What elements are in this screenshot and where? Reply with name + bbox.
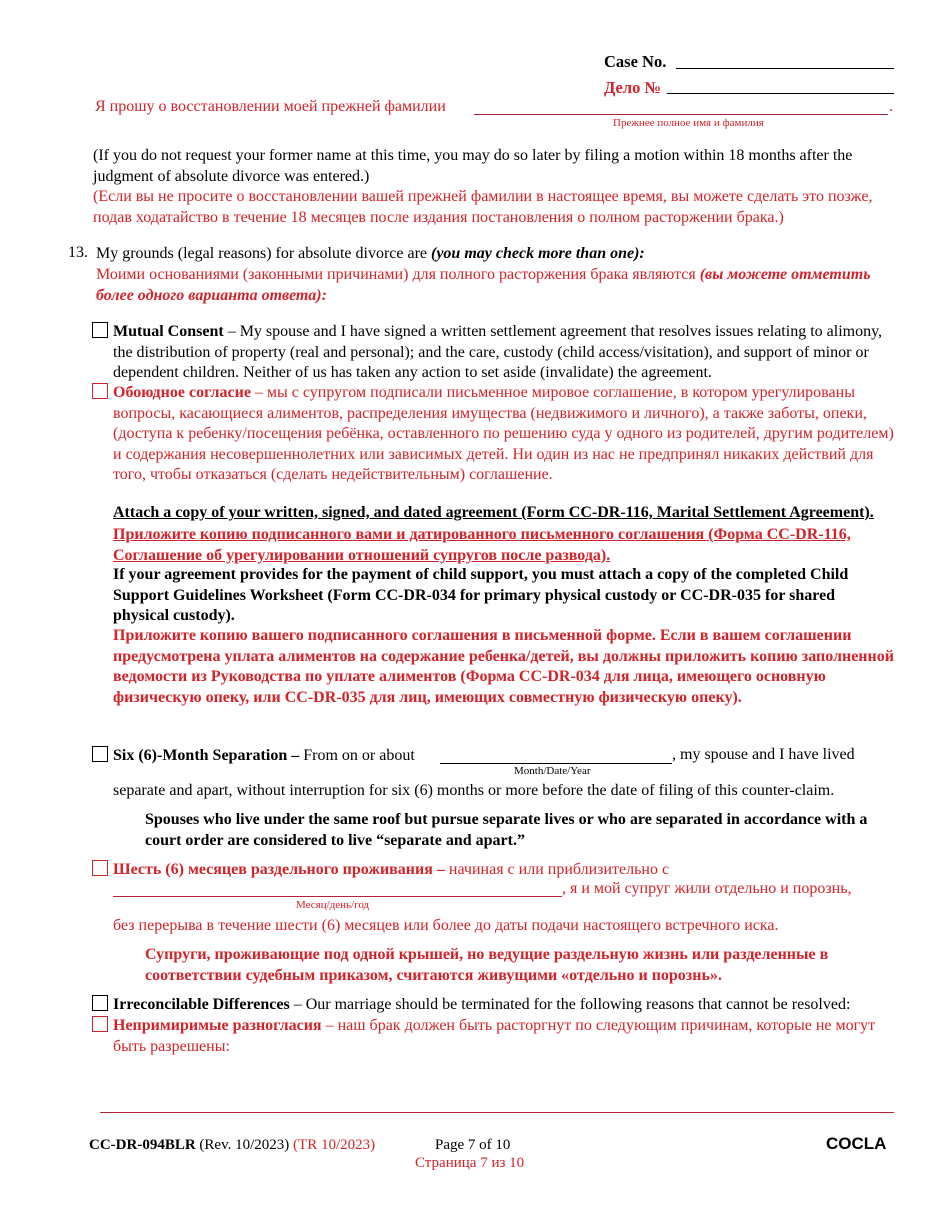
case-number-label-ru: Дело №	[604, 78, 662, 97]
irreconcilable-ru	[113, 1016, 895, 1057]
mutual-consent-en	[113, 322, 895, 384]
attach-agreement-en: Attach a copy of your written, signed, and dated agreement (Form CC-DR-116, Marital Settlement Agreement).	[113, 504, 874, 521]
irreconcilable-title-ru: Непримиримые разногласия	[113, 1017, 322, 1034]
irreconcilable-body-ru: – наш брак должен быть расторгнут по следующим причинам, которые не могут быть разрешены:	[113, 1017, 876, 1055]
separation-checkbox-ru[interactable]	[92, 860, 108, 876]
separation-date-line-ru	[113, 896, 562, 897]
separation-after-date-en: , my spouse and I have lived	[672, 746, 855, 763]
case-number-line	[676, 68, 894, 69]
former-name-caption-ru: Прежнее полное имя и фамилия	[613, 117, 764, 129]
form-id-block	[89, 1137, 375, 1154]
former-name-note-ru: (Если вы не просите о восстановлении вашей прежней фамилии в настоящее время, вы можете сделать это позже, подав ходатайство в течение 18 месяцев после издания постановления о полном расторжении брака.)	[93, 188, 873, 226]
item13-heading-en-italic: (you may check more than one):	[431, 245, 645, 262]
child-support-note-ru: Приложите копию вашего подписанного соглашения в письменной форме. Если в вашем соглашении предусмотрена уплата алиментов на содержание ребенка/детей, вы должны приложить копию заполненной ведомости из Руководства по уплате алиментов (Форма CC-DR-034 для лица, имеющего основную физическую опеку, или CC-DR-035 для лиц, имеющих совместную физическую опеку).	[113, 627, 894, 706]
former-name-note-en: (If you do not request your former name at this time, you may do so later by filing a motion within 18 months after the judgment of absolute divorce was entered.)	[93, 147, 853, 185]
mutual-consent-body-ru: – мы с супругом подписали письменное мировое соглашение, в котором урегулированы вопросы, касающиеся алиментов, распределения имущества (недвижимого и личного), а также заботы, опеки, (доступа к ребенку/посещения ребёнка, оставленного по решению суда у одного из родителей, другим родителем) и содержания несовершеннолетних или зависимых детей. Ни один из нас не предпринял никаких действий для того, чтобы отказаться (сделать недействительным) соглашение.	[113, 384, 894, 483]
mutual-consent-checkbox[interactable]	[92, 322, 108, 338]
irreconcilable-title-en: Irreconcilable Differences	[113, 996, 290, 1013]
form-translation-revision: (TR 10/2023)	[289, 1137, 376, 1153]
item13-heading-ru	[96, 265, 871, 306]
item-number: 13.	[68, 244, 88, 261]
separation-title-en-text: Six (6)-Month Separation –	[113, 747, 300, 764]
separation-from-en: From on or about	[299, 747, 415, 764]
mutual-consent-title-en: Mutual Consent	[113, 323, 224, 340]
mutual-consent-checkbox-ru[interactable]	[92, 383, 108, 399]
page-number: Page 7 of 10	[435, 1137, 511, 1153]
separation-cont-ru: без перерыва в течение шести (6) месяцев или более до даты подачи настоящего встречного иска.	[113, 917, 779, 934]
item13-heading-en-text: My grounds (legal reasons) for absolute divorce are	[96, 245, 431, 262]
former-name-request-ru: Я прошу о восстановлении моей прежней фамилии	[95, 98, 446, 115]
item13-heading-ru-italic: (вы можете отметить более одного варианта ответа):	[96, 266, 871, 304]
item13-heading-ru-text: Моими основаниями (законными причинами) для полного расторжения брака являются	[96, 266, 700, 283]
separation-checkbox[interactable]	[92, 746, 108, 762]
separation-after-date-ru: , я и мой супруг жили отдельно и порознь,	[562, 880, 852, 897]
separation-note-ru: Супруги, проживающие под одной крышей, но ведущие раздельную жизнь или разделенные в соответствии судебным приказом, считаются живущими «отдельно и порознь».	[145, 946, 829, 984]
former-name-period: .	[889, 98, 893, 115]
separation-note-en: Spouses who live under the same roof but pursue separate lives or who are separated in accordance with a court order are considered to live “separate and apart.”	[145, 811, 868, 849]
separation-cont-en: separate and apart, without interruption for six (6) months or more before the date of filing of this counter-claim.	[113, 782, 835, 799]
separation-title-ru-text: Шесть (6) месяцев раздельного проживания –	[113, 861, 445, 878]
footer-rule	[100, 1112, 894, 1113]
irreconcilable-checkbox[interactable]	[92, 995, 108, 1011]
form-code: COCLA	[826, 1134, 887, 1153]
separation-title-en	[113, 746, 443, 767]
case-number-line-ru	[667, 93, 894, 94]
mutual-consent-body-en: – My spouse and I have signed a written settlement agreement that resolves issues relating to alimony, the distribution of property (real and personal); and the care, custody (child access/visitation), and support of minor or dependent children. Neither of us has taken any action to set aside (invalidate) the agreement.	[113, 323, 883, 381]
case-number-label: Case No.	[604, 52, 667, 71]
separation-title-ru	[113, 860, 813, 881]
form-revision: (Rev. 10/2023)	[195, 1137, 290, 1153]
mutual-consent-title-ru: Обоюдное согласие	[113, 384, 251, 401]
irreconcilable-checkbox-ru[interactable]	[92, 1016, 108, 1032]
item13-heading-en	[96, 244, 896, 265]
mutual-consent-ru	[113, 383, 895, 486]
child-support-note-en: If your agreement provides for the payment of child support, you must attach a copy of the completed Child Support Guidelines Worksheet (Form CC-DR-034 for primary physical custody or CC-DR-035 for shared physical custody).	[113, 566, 849, 624]
separation-date-line	[440, 763, 672, 764]
separation-date-caption-ru: Месяц/день/год	[296, 899, 370, 911]
former-name-line	[474, 114, 888, 115]
attach-agreement-ru: Приложите копию подписанного вами и датированного письменного соглашения (Форма CC-DR-116, Соглашение об урегулировании отношений супругов после развода).	[113, 526, 851, 564]
irreconcilable-body-en: – Our marriage should be terminated for the following reasons that cannot be resolved:	[289, 996, 851, 1013]
separation-from-ru: начиная с или приблизительно с	[444, 861, 670, 878]
separation-date-caption-en: Month/Date/Year	[514, 765, 591, 777]
form-id: CC-DR-094BLR	[89, 1137, 196, 1153]
irreconcilable-en	[113, 995, 903, 1016]
page-number-ru: Страница 7 из 10	[415, 1155, 525, 1171]
